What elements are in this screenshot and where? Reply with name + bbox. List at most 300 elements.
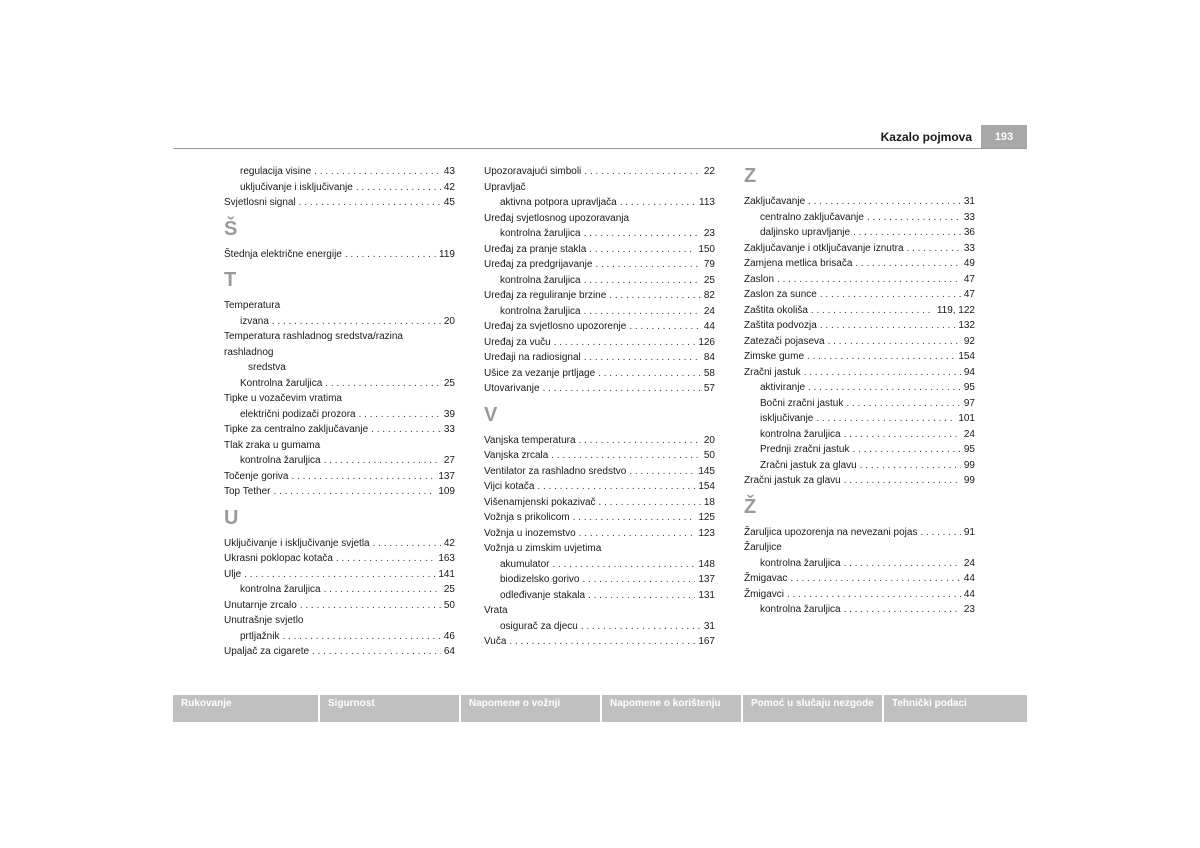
index-entry-page: 42 xyxy=(443,181,455,193)
index-entry xyxy=(224,422,455,438)
index-entry-term: kontrolna žaruljica xyxy=(760,557,841,569)
index-entry-term: odleđivanje stakala xyxy=(500,589,586,601)
dot-leader xyxy=(345,247,436,263)
index-subentry xyxy=(484,304,715,320)
index-entry-term: prtljažnik xyxy=(240,630,280,642)
index-entry-term: Zračni jastuk za glavu xyxy=(760,459,857,471)
index-entry xyxy=(744,318,975,334)
dot-leader xyxy=(816,411,955,427)
dot-leader xyxy=(629,464,695,480)
index-entry xyxy=(744,241,975,257)
index-entry xyxy=(744,587,975,603)
dot-leader xyxy=(584,273,701,289)
index-subentry xyxy=(224,582,455,598)
dot-leader xyxy=(312,644,441,660)
index-entry-page: 167 xyxy=(698,636,715,647)
chapter-navigation-bar xyxy=(173,695,1027,722)
index-entry-page: 131 xyxy=(698,589,715,601)
index-entry-term: Unutarnje zrcalo xyxy=(224,599,297,611)
index-entry-term: kontrolna žaruljica xyxy=(240,584,321,595)
index-entry-term: Zaštita podvozja xyxy=(744,320,817,331)
index-entry-page: 33 xyxy=(963,242,975,254)
dot-leader xyxy=(325,376,441,392)
index-heading xyxy=(484,180,715,196)
index-entry-page: 33 xyxy=(963,211,975,223)
dot-leader xyxy=(314,164,441,180)
nav-tab-napomene-o-koristenju[interactable]: Napomene o korištenju xyxy=(602,695,741,722)
index-entry-page: 47 xyxy=(963,289,975,300)
index-entry-page: 20 xyxy=(443,315,455,327)
index-entry-term: Upozoravajući simboli xyxy=(484,166,582,177)
index-entry-term: Točenje goriva xyxy=(224,470,289,482)
dot-leader xyxy=(629,319,701,335)
index-entry-term: Ušice za vezanje prtljage xyxy=(484,367,596,379)
index-entry-term: električni podizači prozora xyxy=(240,408,356,420)
index-entry-page: 33 xyxy=(443,424,455,435)
index-entry xyxy=(744,287,975,303)
index-entry-page: 82 xyxy=(703,290,715,301)
dot-leader xyxy=(609,288,701,304)
index-entry xyxy=(224,551,455,567)
index-heading-text: Tipke u vozačevim vratima xyxy=(224,393,342,404)
index-entry xyxy=(484,319,715,335)
index-entry xyxy=(744,571,975,587)
index-entry-page: 50 xyxy=(703,450,715,461)
index-entry xyxy=(484,448,715,464)
index-heading xyxy=(744,540,975,556)
index-entry xyxy=(224,195,455,211)
index-entry-term: Uključivanje i isključivanje svjetla xyxy=(224,537,370,549)
index-entry xyxy=(484,381,715,397)
index-entry-term: centralno zaključavanje xyxy=(760,211,864,223)
index-entry-term: izvana xyxy=(240,315,269,327)
index-entry-term: kontrolna žaruljica xyxy=(500,305,581,317)
index-entry xyxy=(484,464,715,480)
page-number: 193 xyxy=(981,125,1027,149)
index-entry-term: Uređaj za svjetlosno upozorenje xyxy=(484,321,627,332)
dot-leader xyxy=(371,422,441,438)
index-entry xyxy=(744,349,975,365)
index-entry xyxy=(744,334,975,350)
index-entry-page: 150 xyxy=(698,243,715,255)
index-column-1 xyxy=(224,164,455,660)
index-entry xyxy=(484,510,715,526)
index-entry xyxy=(484,526,715,542)
dot-leader xyxy=(356,180,441,196)
index-entry-page: 25 xyxy=(443,584,455,595)
index-entry-term: Vožnja s prikolicom xyxy=(484,512,570,523)
dot-leader xyxy=(584,350,701,366)
index-entry-page: 23 xyxy=(963,604,975,615)
index-entry-page: 84 xyxy=(703,352,715,363)
index-entry-page: 132 xyxy=(958,320,975,331)
index-subentry xyxy=(484,572,715,588)
index-entry xyxy=(484,335,715,351)
index-heading xyxy=(484,211,715,227)
index-entry-term: Ulje xyxy=(224,568,242,580)
index-entry xyxy=(224,469,455,485)
index-entry-page: 137 xyxy=(438,470,455,482)
index-subentry xyxy=(224,314,455,330)
index-entry-term: Kontrolna žaruljica xyxy=(240,377,323,389)
index-entry-term: Žaruljica upozorenja na nevezani pojas xyxy=(744,526,918,538)
dot-leader xyxy=(359,407,441,423)
index-entry-page: 154 xyxy=(698,481,715,492)
nav-tab-napomene-o-voznji[interactable]: Napomene o vožnji xyxy=(461,695,600,722)
index-entry-page: 31 xyxy=(703,620,715,632)
dot-leader xyxy=(808,380,961,396)
index-entry-page: 25 xyxy=(443,377,455,389)
index-entry xyxy=(224,598,455,614)
dot-leader xyxy=(274,484,436,500)
index-entry xyxy=(744,525,975,541)
index-entry-page: 47 xyxy=(963,273,975,285)
index-entry-page: 42 xyxy=(443,537,455,549)
index-entry-term: Vanjska temperatura xyxy=(484,434,576,446)
index-entry xyxy=(224,536,455,552)
dot-leader xyxy=(844,556,961,572)
index-entry-term: aktiviranje xyxy=(760,382,806,393)
dot-leader xyxy=(595,257,700,273)
index-entry-term: Vožnja u inozemstvo xyxy=(484,527,576,539)
index-column-2 xyxy=(484,164,715,650)
index-heading-text: Žaruljice xyxy=(744,542,782,553)
index-entry xyxy=(744,272,975,288)
index-entry-page: 45 xyxy=(443,197,455,208)
index-entry xyxy=(484,479,715,495)
index-subentry xyxy=(744,556,975,572)
index-subentry xyxy=(224,629,455,645)
index-entry-term: Žmigavci xyxy=(744,588,785,600)
index-entry-term: kontrolna žaruljica xyxy=(500,228,581,239)
index-entry-term: regulacija visine xyxy=(240,166,312,177)
dot-leader xyxy=(820,287,961,303)
index-entry-term: Zaključavanje xyxy=(744,196,806,207)
dot-leader xyxy=(844,427,961,443)
nav-tab-tehnicki-podaci[interactable]: Tehnički podaci xyxy=(884,695,1027,722)
index-entry-term: kontrolna žaruljica xyxy=(240,455,321,466)
index-subentry xyxy=(484,557,715,573)
dot-leader xyxy=(282,629,440,645)
index-entry-page: 125 xyxy=(698,512,715,523)
index-entry-term: kontrolna žaruljica xyxy=(500,274,581,286)
dot-leader xyxy=(589,242,695,258)
index-entry-page: 101 xyxy=(958,413,975,424)
index-entry-page: 23 xyxy=(703,228,715,239)
nav-tab-rukovanje[interactable]: Rukovanje xyxy=(173,695,318,722)
index-entry-page: 119, 122 xyxy=(936,304,975,316)
index-entry-term: Vijci kotača xyxy=(484,481,535,492)
dot-leader xyxy=(790,571,961,587)
index-entry-page: 49 xyxy=(963,258,975,269)
index-entry-page: 113 xyxy=(699,197,715,208)
index-letter-heading: U xyxy=(224,506,239,529)
index-entry-page: 95 xyxy=(963,444,975,455)
index-heading xyxy=(484,541,715,557)
index-subentry xyxy=(484,273,715,289)
index-entry-page: 20 xyxy=(703,434,715,446)
index-entry-page: 22 xyxy=(703,166,715,177)
dot-leader xyxy=(777,272,961,288)
index-heading xyxy=(224,329,455,376)
index-heading-continuation: sredstva xyxy=(248,362,286,373)
index-subentry xyxy=(224,453,455,469)
index-entry-term: Tipke za centralno zaključavanje xyxy=(224,424,369,435)
index-entry-term: Zimske gume xyxy=(744,351,805,362)
index-entry-page: 141 xyxy=(438,568,455,580)
index-subentry xyxy=(224,180,455,196)
index-entry-page: 25 xyxy=(703,274,715,286)
index-heading xyxy=(224,438,455,454)
index-entry-term: Zamjena metlica brisača xyxy=(744,258,853,269)
index-heading xyxy=(224,391,455,407)
nav-tab-sigurnost[interactable]: Sigurnost xyxy=(320,695,459,722)
index-entry-page: 58 xyxy=(703,367,715,379)
index-entry-page: 24 xyxy=(963,557,975,569)
index-entry-term: kontrolna žaruljica xyxy=(760,604,841,615)
index-entry-page: 64 xyxy=(443,646,455,657)
dot-leader xyxy=(867,210,961,226)
dot-leader xyxy=(852,442,960,458)
index-entry-page: 44 xyxy=(703,321,715,332)
index-entry-page: 44 xyxy=(963,573,975,584)
index-entry-page: 57 xyxy=(703,383,715,394)
index-letter-heading: Ž xyxy=(744,495,757,518)
index-column-3 xyxy=(744,164,975,618)
index-entry-page: 24 xyxy=(963,428,975,440)
dot-leader xyxy=(820,318,955,334)
dot-leader xyxy=(554,335,696,351)
dot-leader xyxy=(581,619,701,635)
dot-leader xyxy=(537,479,695,495)
dot-leader xyxy=(804,365,961,381)
index-letter-heading: T xyxy=(224,269,237,291)
dot-leader xyxy=(336,551,435,567)
index-entry xyxy=(744,194,975,210)
index-entry-term: Zračni jastuk xyxy=(744,366,801,378)
index-entry xyxy=(484,288,715,304)
index-subentry xyxy=(744,210,975,226)
index-entry-term: Vuča xyxy=(484,636,507,647)
header-divider xyxy=(173,148,1027,149)
index-subentry xyxy=(484,588,715,604)
index-entry-term: daljinsko upravljanje xyxy=(760,227,851,238)
dot-leader xyxy=(573,510,696,526)
dot-leader xyxy=(584,164,701,180)
index-entry-page: 91 xyxy=(963,526,975,538)
index-entry-page: 163 xyxy=(438,553,455,564)
dot-leader xyxy=(583,572,696,588)
index-entry xyxy=(484,634,715,650)
index-entry-page: 99 xyxy=(963,459,975,471)
index-entry-page: 123 xyxy=(698,527,715,539)
index-entry-term: uključivanje i isključivanje xyxy=(240,181,353,193)
index-heading xyxy=(224,298,455,314)
dot-leader xyxy=(579,433,701,449)
index-entry xyxy=(224,247,455,263)
index-subentry xyxy=(744,442,975,458)
nav-tab-pomoc-u-slucaju-nezgode[interactable]: Pomoć u slučaju nezgode xyxy=(743,695,882,722)
dot-leader xyxy=(599,495,701,511)
index-subentry xyxy=(744,602,975,618)
index-subentry xyxy=(224,376,455,392)
index-entry xyxy=(484,366,715,382)
dot-leader xyxy=(828,334,961,350)
index-entry xyxy=(744,303,975,319)
index-entry xyxy=(224,567,455,583)
index-entry-term: Ukrasni poklopac kotača xyxy=(224,553,333,564)
index-entry-term: Uređaj za vuču xyxy=(484,336,551,348)
index-entry-page: 137 xyxy=(698,574,715,585)
index-letter-heading: Š xyxy=(224,217,238,240)
index-entry-term: Uređaji na radiosignal xyxy=(484,352,581,363)
dot-leader xyxy=(846,396,961,412)
dot-leader xyxy=(543,381,701,397)
dot-leader xyxy=(509,634,695,650)
index-entry-page: 27 xyxy=(443,455,455,466)
index-entry xyxy=(744,365,975,381)
dot-leader xyxy=(324,582,441,598)
index-subentry xyxy=(744,380,975,396)
index-entry xyxy=(744,256,975,272)
index-entry-term: Vanjska zrcala xyxy=(484,450,549,461)
index-subentry xyxy=(484,619,715,635)
dot-leader xyxy=(588,588,695,604)
index-entry-page: 44 xyxy=(963,588,975,600)
index-heading-text: Unutrašnje svjetlo xyxy=(224,615,304,626)
dot-leader xyxy=(844,602,961,618)
index-entry-page: 18 xyxy=(703,496,715,508)
index-entry-term: Žmigavac xyxy=(744,573,788,584)
dot-leader xyxy=(807,349,955,365)
dot-leader xyxy=(584,226,701,242)
dot-leader xyxy=(584,304,701,320)
index-entry-term: Uređaj za predgrijavanje xyxy=(484,259,593,270)
dot-leader xyxy=(579,526,696,542)
dot-leader xyxy=(855,256,961,272)
index-entry-term: Prednji zračni jastuk xyxy=(760,444,850,455)
index-heading-text: Upravljač xyxy=(484,181,526,193)
index-heading-text: Tlak zraka u gumama xyxy=(224,439,321,451)
dot-leader xyxy=(853,225,961,241)
dot-leader xyxy=(808,194,961,210)
index-subentry xyxy=(744,427,975,443)
index-entry-term: Uređaj za reguliranje brzine xyxy=(484,290,607,301)
index-entry-term: Štednja električne energije xyxy=(224,248,342,260)
index-entry-page: 97 xyxy=(963,397,975,409)
page-header-title: Kazalo pojmova xyxy=(880,130,972,144)
index-entry-page: 92 xyxy=(963,335,975,347)
dot-leader xyxy=(552,557,695,573)
index-entry-page: 95 xyxy=(963,382,975,393)
index-entry-term: Uređaj za pranje stakla xyxy=(484,243,587,255)
index-entry-term: isključivanje xyxy=(760,413,814,424)
index-subentry xyxy=(744,411,975,427)
index-entry-term: Ventilator za rashladno sredstvo xyxy=(484,465,627,477)
index-entry-term: Svjetlosni signal xyxy=(224,197,296,208)
dot-leader xyxy=(860,458,961,474)
index-entry-term: Top Tether xyxy=(224,486,271,497)
index-entry-page: 31 xyxy=(963,196,975,207)
index-entry-page: 94 xyxy=(963,366,975,378)
index-entry-term: Zaštita okoliša xyxy=(744,304,808,316)
dot-leader xyxy=(373,536,441,552)
index-entry-page: 119 xyxy=(439,248,455,260)
index-entry-page: 46 xyxy=(443,630,455,642)
index-subentry xyxy=(744,225,975,241)
dot-leader xyxy=(244,567,435,583)
index-entry-page: 154 xyxy=(958,351,975,362)
index-subentry xyxy=(484,226,715,242)
index-subentry xyxy=(484,195,715,211)
dot-leader xyxy=(300,598,441,614)
index-entry-term: Višenamjenski pokazivač xyxy=(484,496,596,508)
index-heading-text: Uređaj svjetlosnog upozoravanja xyxy=(484,212,630,224)
dot-leader xyxy=(291,469,435,485)
index-entry-page: 39 xyxy=(443,408,455,420)
dot-leader xyxy=(551,448,701,464)
index-heading xyxy=(484,603,715,619)
index-entry-term: Zaključavanje i otključavanje iznutra xyxy=(744,242,904,254)
index-entry-page: 109 xyxy=(438,486,455,497)
index-entry-page: 36 xyxy=(963,227,975,238)
index-heading-text: Temperatura xyxy=(224,300,281,311)
index-heading-text: Vožnja u zimskim uvjetima xyxy=(484,543,602,554)
index-entry xyxy=(484,350,715,366)
index-heading xyxy=(224,613,455,629)
dot-leader xyxy=(907,241,961,257)
index-entry-term: Zračni jastuk za glavu xyxy=(744,475,841,486)
index-entry xyxy=(484,242,715,258)
index-entry-term: Bočni zračni jastuk xyxy=(760,397,844,409)
index-entry-term: Zaslon xyxy=(744,273,775,285)
index-entry xyxy=(484,164,715,180)
index-entry-page: 126 xyxy=(698,336,715,348)
index-entry-term: Upaljač za cigarete xyxy=(224,646,310,657)
dot-leader xyxy=(844,473,961,489)
index-entry-term: kontrolna žaruljica xyxy=(760,428,841,440)
index-entry-term: aktivna potpora upravljača xyxy=(500,197,617,208)
index-subentry xyxy=(224,164,455,180)
index-entry-page: 43 xyxy=(443,166,455,177)
dot-leader xyxy=(620,195,696,211)
index-entry-page: 99 xyxy=(963,475,975,486)
index-letter-heading: Z xyxy=(744,165,757,187)
index-entry xyxy=(744,473,975,489)
index-entry-page: 145 xyxy=(698,465,715,477)
index-entry xyxy=(224,484,455,500)
index-entry-term: akumulator xyxy=(500,558,550,570)
dot-leader xyxy=(920,525,960,541)
index-entry-page: 24 xyxy=(703,305,715,317)
index-heading-text: Temperatura rashladnog sredstva/razina rashladnog xyxy=(224,331,403,358)
index-entry-term: biodizelsko gorivo xyxy=(500,574,580,585)
index-subentry xyxy=(744,396,975,412)
index-entry-term: Zatezači pojaseva xyxy=(744,335,825,347)
index-entry xyxy=(224,644,455,660)
index-entry-term: Zaslon za sunce xyxy=(744,289,817,300)
index-heading-text: Vrata xyxy=(484,605,508,616)
index-subentry xyxy=(224,407,455,423)
index-entry xyxy=(484,495,715,511)
dot-leader xyxy=(299,195,441,211)
index-entry xyxy=(484,257,715,273)
index-entry-page: 79 xyxy=(703,259,715,270)
dot-leader xyxy=(324,453,441,469)
dot-leader xyxy=(598,366,701,382)
index-subentry xyxy=(744,458,975,474)
dot-leader xyxy=(787,587,961,603)
